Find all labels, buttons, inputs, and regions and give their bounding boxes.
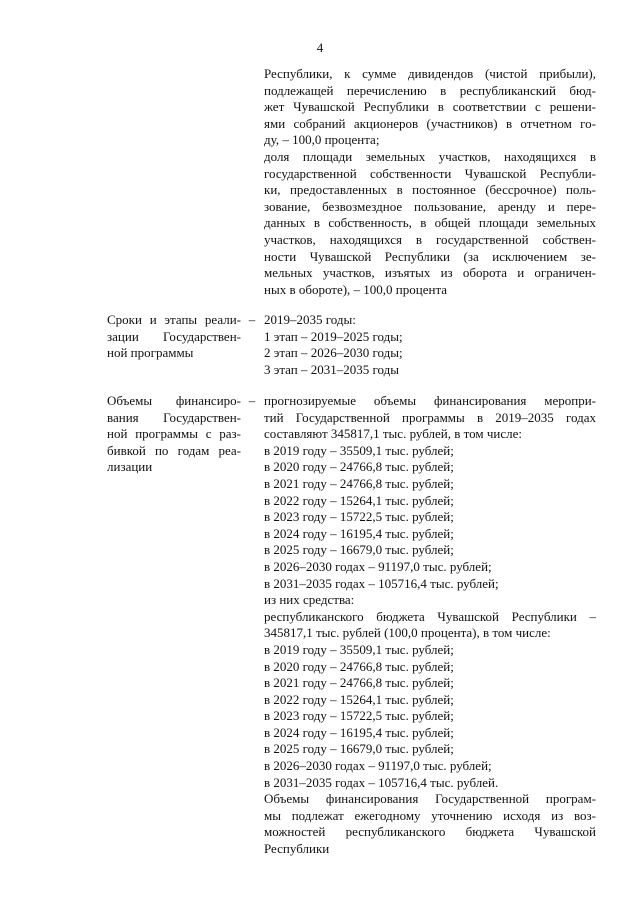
text-line: в 2022 году – 15264,1 тыс. рублей; [264,691,454,707]
terms-label [107,312,241,362]
label-line: бивкой по годам реа- [107,442,241,458]
text-line: 3 этап – 2031–2035 годы [264,361,399,377]
text-line: доля площади земельных участков, находящихся в [264,148,596,164]
text-line: в 2031–2035 годах – 105716,4 тыс. рублей; [264,575,499,591]
text-line: в 2025 году – 16679,0 тыс. рублей; [264,542,454,558]
text-line: в 2025 году – 16679,0 тыс. рублей; [264,741,454,757]
top-text-block [264,66,596,298]
label-line: зации Государствен- [107,328,241,344]
text-line: мельных участков, изъятых из оборота и ограничен- [264,265,596,281]
text-line: из них средства: [264,592,355,608]
label-line: Сроки и этапы реали- [107,312,241,327]
text-line: ями собраний акционеров (участников) в отчетном го- [264,115,596,131]
text-line: в 2021 году – 24766,8 тыс. рублей; [264,675,454,691]
text-line: в 2022 году – 15264,1 тыс. рублей; [264,492,454,508]
text-line: Республики [264,841,330,857]
funding-value [264,393,596,858]
text-line: прогнозируемые объемы финансирования меропри- [264,393,596,408]
text-line: ности Чувашской Республики (за исключением зе- [264,248,596,264]
text-line: Объемы финансирования Государственной програм- [264,791,596,807]
text-line: 1 этап – 2019–2025 годы; [264,328,403,344]
text-line: составляют 345817,1 тыс. рублей, в том числе: [264,426,522,442]
label-line: ной программы с раз- [107,426,241,442]
text-line: данных в собственность, в общей площади земельных [264,215,596,231]
text-line: ных в обороте), – 100,0 процента [264,281,448,297]
text-line: в 2019 году – 35509,1 тыс. рублей; [264,442,454,458]
label-line: вания Государствен- [107,409,241,425]
text-line: 2 этап – 2026–2030 годы; [264,345,403,361]
text-line: мы подлежат ежегодному уточнению исходя из воз- [264,807,596,823]
funding-dash: – [248,393,256,408]
text-line: в 2023 году – 15722,5 тыс. рублей; [264,509,454,525]
text-line: 2019–2035 годы: [264,312,356,327]
terms-value [264,312,596,378]
text-line: в 2024 году – 16195,4 тыс. рублей; [264,525,454,541]
text-line: в 2021 году – 24766,8 тыс. рублей; [264,475,454,491]
text-line: в 2019 году – 35509,1 тыс. рублей; [264,641,454,657]
text-line: 345817,1 тыс. рублей (100,0 процента), в том числе: [264,625,551,641]
text-line: ки, предоставленных в постоянное (бессрочное) поль- [264,182,596,198]
text-line: жет Чувашской Республики в соответствии с решени- [264,99,596,115]
text-line: в 2024 году – 16195,4 тыс. рублей; [264,724,454,740]
text-line: государственной собственности Чувашской Республи- [264,165,596,181]
text-line: республиканского бюджета Чувашской Республики – [264,608,596,624]
text-line: подлежащей перечислению в республиканский бюд- [264,82,596,98]
text-line: участков, находящихся в государственной собствен- [264,231,596,247]
text-line: в 2020 году – 24766,8 тыс. рублей; [264,658,454,674]
text-line: в 2026–2030 годах – 91197,0 тыс. рублей; [264,758,492,774]
text-line: в 2026–2030 годах – 91197,0 тыс. рублей; [264,558,492,574]
label-line: Объемы финансиро- [107,393,241,408]
text-line: в 2020 году – 24766,8 тыс. рублей; [264,459,454,475]
text-line: в 2031–2035 годах – 105716,4 тыс. рублей. [264,774,499,790]
text-line: Республики, к сумме дивидендов (чистой прибыли), [264,66,596,81]
text-line: зование, безвозмездное пользование, аренду и пере- [264,198,596,214]
label-line: лизации [107,459,153,475]
terms-dash: – [248,312,256,327]
funding-label [107,393,241,476]
page-number: 4 [316,40,324,55]
text-line: тий Государственной программы в 2019–2035 годах [264,409,596,425]
text-line: ду, – 100,0 процента; [264,132,380,148]
text-line: можностей республиканского бюджета Чувашской [264,824,596,840]
label-line: ной программы [107,345,194,361]
text-line: в 2023 году – 15722,5 тыс. рублей; [264,708,454,724]
